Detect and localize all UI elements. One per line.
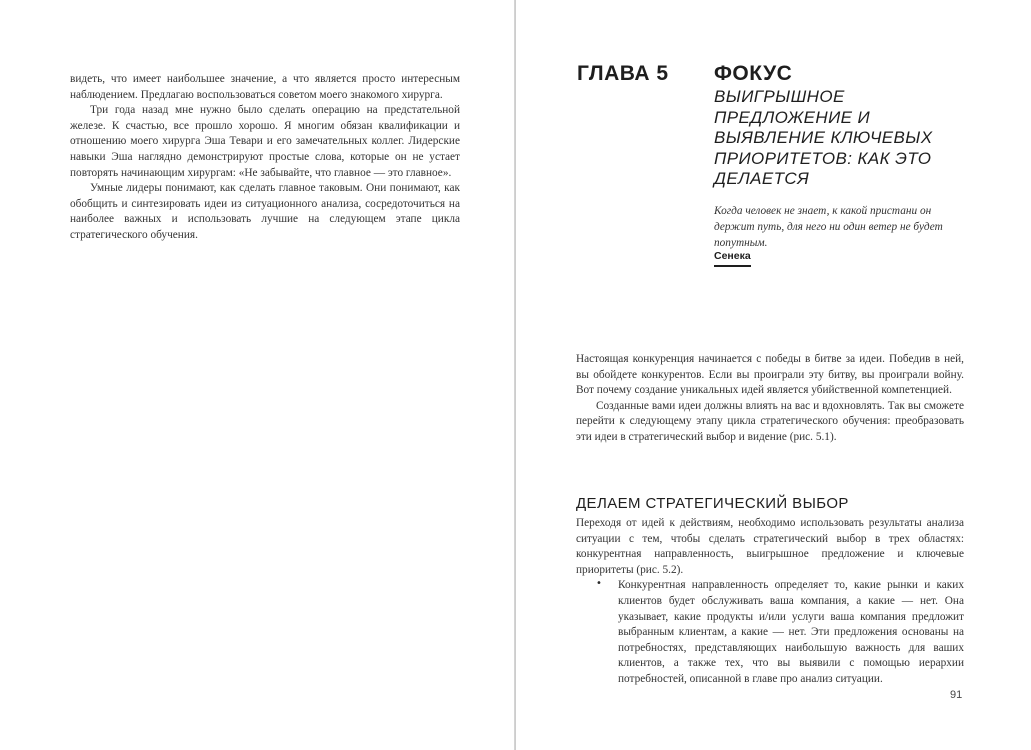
- bullet-list: [576, 578, 964, 687]
- epigraph-author: Сенека: [714, 250, 751, 267]
- paragraph: Умные лидеры понимают, как сделать главное таковым. Они понимают, как обобщить и синтезировать идеи из ситуационного анализа, сосредоточиться на наиболее важных и использовать лучшие на следующем этапе цикла стратегического обучения.: [70, 182, 460, 241]
- paragraph: Созданные вами идеи должны влиять на вас и вдохновлять. Так вы сможете перейти к следующему этапу цикла стратегического обучения: преобразовать эти идеи в стратегический выбор и видение (рис. 5.1).: [576, 399, 964, 443]
- right-page: [516, 0, 1031, 750]
- page-number: 91: [950, 689, 963, 701]
- epigraph-quote: Когда человек не знает, к какой пристани он держит путь, для него ни один ветер не будет попутным.: [714, 205, 943, 249]
- section-body: [576, 516, 964, 688]
- chapter-intro: [576, 352, 964, 446]
- list-item: [576, 578, 964, 687]
- paragraph: Три года назад мне нужно было сделать операцию на предстательной железе. К счастью, все прошло хорошо. Я многим обязан квалификации и отношению моего хирурга Эша Тевари и его замечательных коллег. Лидерские навыки Эша наглядно демонстрируют простые слова, которые он не устает повторять начинающим хирургам: «Не забывайте, что главное — это главное».: [70, 104, 460, 179]
- list-item-text: Конкурентная направленность определяет то, какие рынки и каких клиентов будет обслуживать ваша компания, а какие — нет. Она указывает, какие продукты и/или услуги ваша компания предложит выбранным клиентам, а какие — нет. Эти предложения основаны на потребностях, представляющих наибольшую важность для ваших клиентов, а также тех, что вы выявили с помощью иерархии потребностей, описанной в главе про анализ ситуации.: [618, 579, 964, 685]
- chapter-label: ГЛАВА 5: [577, 62, 669, 85]
- section-heading: ДЕЛАЕМ СТРАТЕГИЧЕСКИЙ ВЫБОР: [576, 495, 849, 512]
- paragraph: Настоящая конкуренция начинается с победы в битве за идеи. Победив в ней, вы обойдете конкурентов. Если вы проиграли эту битву, вы проиграли войну. Вот почему создание уникальных идей является убийственной компетенцией.: [576, 353, 964, 397]
- chapter-subtitle: ВЫИГРЫШНОЕ ПРЕДЛОЖЕНИЕ И ВЫЯВЛЕНИЕ КЛЮЧЕВЫХ ПРИОРИТЕТОВ: КАК ЭТО ДЕЛАЕТСЯ: [714, 87, 933, 188]
- paragraph: видеть, что имеет наибольшее значение, а что является просто интересным наблюдением. Предлагаю воспользоваться советом моего знакомого хирурга.: [70, 73, 460, 101]
- left-page: [0, 0, 515, 750]
- bullet-icon: •: [596, 578, 602, 590]
- chapter-title: ФОКУС: [714, 62, 793, 85]
- left-page-text: [70, 72, 460, 244]
- paragraph: Переходя от идей к действиям, необходимо использовать результаты анализа ситуации с тем, чтобы сделать стратегический выбор в трех областях: конкурентная направленность, выигрышное предложение и ключевые приоритеты (рис. 5.2).: [576, 517, 964, 576]
